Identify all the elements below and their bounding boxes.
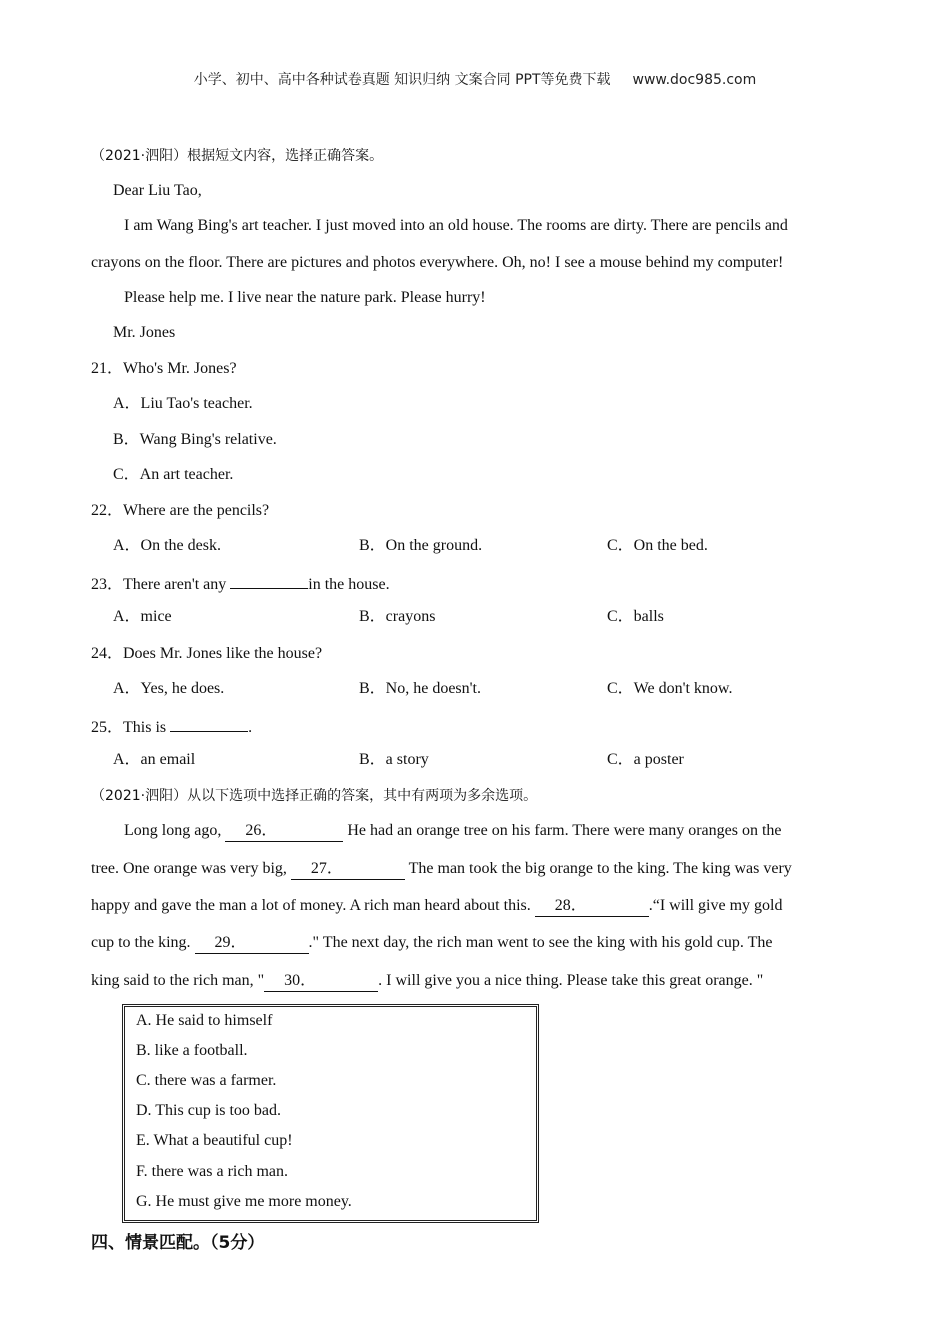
q24-option-b[interactable]: B．No, he doesn't. — [359, 680, 481, 697]
option-a[interactable]: A. He said to himself — [136, 1012, 273, 1029]
q25-stem-pre: 25．This is — [91, 719, 171, 736]
q25-option-a[interactable]: A．an email — [113, 751, 196, 768]
blank-27[interactable]: 27． — [291, 859, 405, 880]
passage-line-2-pre: tree. One orange was very big, — [91, 860, 291, 877]
passage-line-4 — [91, 933, 772, 954]
passage-line-1-post: He had an orange tree on his farm. There were many oranges on the — [343, 822, 782, 839]
letter-body-line-1: I am Wang Bing's art teacher. I just moved into an old house. The rooms are dirty. There are pencils and — [124, 217, 788, 234]
passage-line-5-pre: king said to the rich man, " — [91, 972, 265, 989]
letter-body-line-2: crayons on the floor. There are pictures and photos everywhere. Oh, no! I see a mouse behind my computer! — [91, 254, 784, 271]
q25-blank[interactable] — [170, 715, 248, 732]
passage-line-3 — [91, 896, 783, 917]
q22-option-a[interactable]: A．On the desk. — [113, 537, 221, 554]
q21-option-c[interactable]: C．An art teacher. — [113, 466, 234, 483]
q22-option-c[interactable]: C．On the bed. — [607, 537, 708, 554]
letter-body-line-3: Please help me. I live near the nature park. Please hurry! — [124, 289, 486, 306]
question-22: 22．Where are the pencils? — [91, 502, 270, 519]
question-25 — [91, 715, 252, 738]
q25-option-b[interactable]: B．a story — [359, 751, 429, 768]
question-23 — [91, 572, 390, 595]
options-box — [122, 1004, 539, 1223]
q23-option-b[interactable]: B．crayons — [359, 608, 436, 625]
q21-option-a[interactable]: A．Liu Tao's teacher. — [113, 395, 253, 412]
passage-line-5 — [91, 971, 763, 992]
passage-line-4-post: ." The next day, the rich man went to see the king with his gold cup. The — [308, 934, 773, 951]
part2-source: （2021·泗阳）从以下选项中选择正确的答案，其中有两项为多余选项。 — [91, 788, 538, 804]
option-d[interactable]: D. This cup is too bad. — [136, 1102, 282, 1119]
passage-line-2-post: The man took the big orange to the king. The king was very — [404, 860, 792, 877]
option-e[interactable]: E. What a beautiful cup! — [136, 1132, 293, 1149]
q23-stem-pre: 23．There aren't any — [91, 576, 231, 593]
q23-option-a[interactable]: A．mice — [113, 608, 172, 625]
q23-stem-post: in the house. — [308, 576, 390, 593]
blank-28[interactable]: 28． — [535, 896, 649, 917]
passage-line-1-pre: Long long ago, — [124, 822, 226, 839]
passage-line-1 — [124, 821, 782, 842]
passage-line-4-pre: cup to the king. — [91, 934, 195, 951]
section-4-heading: 四、情景匹配。（5分） — [91, 1233, 265, 1253]
page-header — [0, 69, 950, 89]
blank-29[interactable]: 29． — [195, 933, 309, 954]
q23-blank[interactable] — [230, 572, 308, 589]
option-c[interactable]: C. there was a farmer. — [136, 1072, 277, 1089]
blank-30[interactable]: 30． — [264, 971, 378, 992]
passage-line-5-post: . I will give you a nice thing. Please take this great orange. " — [378, 972, 764, 989]
q24-option-a[interactable]: A．Yes, he does. — [113, 680, 225, 697]
letter-greeting: Dear Liu Tao, — [113, 182, 202, 199]
part1-source: （2021·泗阳）根据短文内容，选择正确答案。 — [91, 148, 384, 164]
option-f[interactable]: F. there was a rich man. — [136, 1163, 288, 1180]
q23-option-c[interactable]: C．balls — [607, 608, 664, 625]
question-21: 21．Who's Mr. Jones? — [91, 360, 237, 377]
q22-option-b[interactable]: B．On the ground. — [359, 537, 483, 554]
q25-option-c[interactable]: C．a poster — [607, 751, 684, 768]
passage-line-2 — [91, 859, 792, 880]
passage-line-3-post: .“I will give my gold — [648, 897, 783, 914]
header-site: www.doc985.com — [632, 72, 757, 88]
passage-line-3-pre: happy and gave the man a lot of money. A rich man heard about this. — [91, 897, 535, 914]
letter-signature: Mr. Jones — [113, 324, 176, 341]
blank-26[interactable]: 26． — [225, 821, 343, 842]
q21-option-b[interactable]: B．Wang Bing's relative. — [113, 431, 277, 448]
q25-stem-post: . — [248, 719, 253, 736]
option-b[interactable]: B. like a football. — [136, 1042, 248, 1059]
header-text: 小学、初中、高中各种试卷真题 知识归纳 文案合同 PPT等免费下载 — [193, 72, 611, 88]
question-24: 24．Does Mr. Jones like the house? — [91, 645, 323, 662]
option-g[interactable]: G. He must give me more money. — [136, 1193, 352, 1210]
q24-option-c[interactable]: C．We don't know. — [607, 680, 733, 697]
